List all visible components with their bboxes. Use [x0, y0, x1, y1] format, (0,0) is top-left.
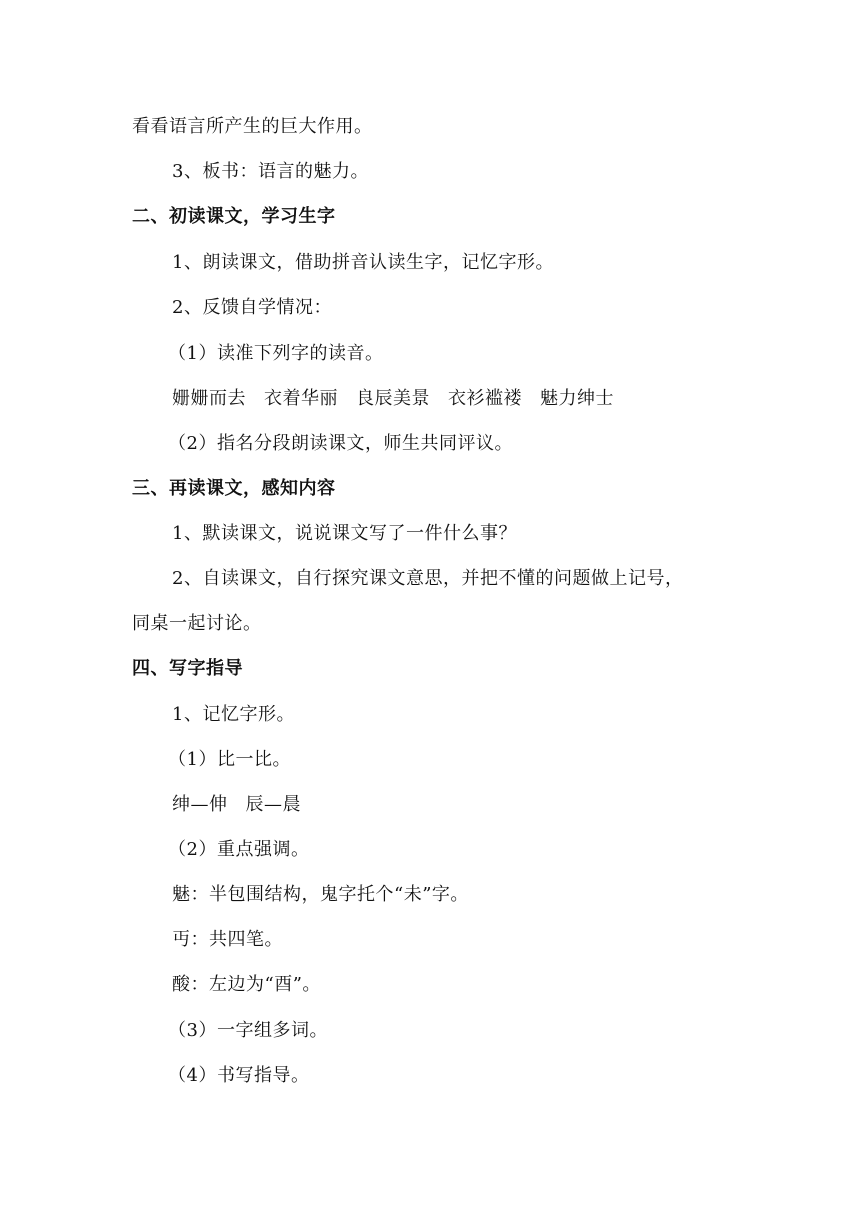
step-2-feedback: 2、反馈自学情况：: [172, 297, 332, 318]
substep-2-emphasis: （2）重点强调。: [168, 839, 310, 860]
compare-item: 辰—晨: [245, 794, 301, 815]
word-list-pronunciation: [172, 386, 632, 412]
word-list-compare: [172, 792, 319, 818]
compare-item: 绅—伸: [172, 794, 228, 815]
step-1-memorize: 1、记忆字形。: [172, 704, 295, 725]
step-2-continuation: 同桌一起讨论。: [132, 613, 262, 634]
step-2-self-read: 2、自读课文，自行探究课文意思，并把不懂的问题做上记号，: [172, 568, 684, 589]
section-heading-2: 二、初读课文，学习生字: [132, 206, 336, 227]
note-suan: 酸：左边为“酉”。: [172, 974, 321, 995]
word-item: 魅力绅士: [540, 388, 614, 409]
step-1-silent-read: 1、默读课文，说说课文写了一件什么事？: [172, 523, 517, 544]
word-item: 衣衫褴褛: [448, 388, 522, 409]
word-item: 衣着华丽: [264, 388, 338, 409]
step-1-read-aloud: 1、朗读课文，借助拼音认读生字，记忆字形。: [172, 252, 554, 273]
section-heading-4: 四、写字指导: [132, 658, 243, 679]
note-mei: 魅：半包围结构，鬼字托个“未”字。: [172, 884, 469, 905]
substep-4-writing: （4）书写指导。: [168, 1065, 310, 1086]
word-item: 姗姗而去: [172, 388, 246, 409]
note-mian: 丏：共四笔。: [172, 929, 283, 950]
word-item: 良辰美景: [356, 388, 430, 409]
paragraph-continuation: 看看语言所产生的巨大作用。: [132, 116, 373, 137]
step-3-blackboard: 3、板书：语言的魅力。: [172, 161, 369, 182]
substep-1-compare: （1）比一比。: [168, 749, 291, 770]
substep-1-pronunciation: （1）读准下列字的读音。: [168, 343, 384, 364]
substep-2-group-reading: （2）指名分段朗读课文，师生共同评议。: [168, 433, 513, 454]
section-heading-3: 三、再读课文，感知内容: [132, 478, 336, 499]
substep-3-word-groups: （3）一字组多词。: [168, 1020, 328, 1041]
